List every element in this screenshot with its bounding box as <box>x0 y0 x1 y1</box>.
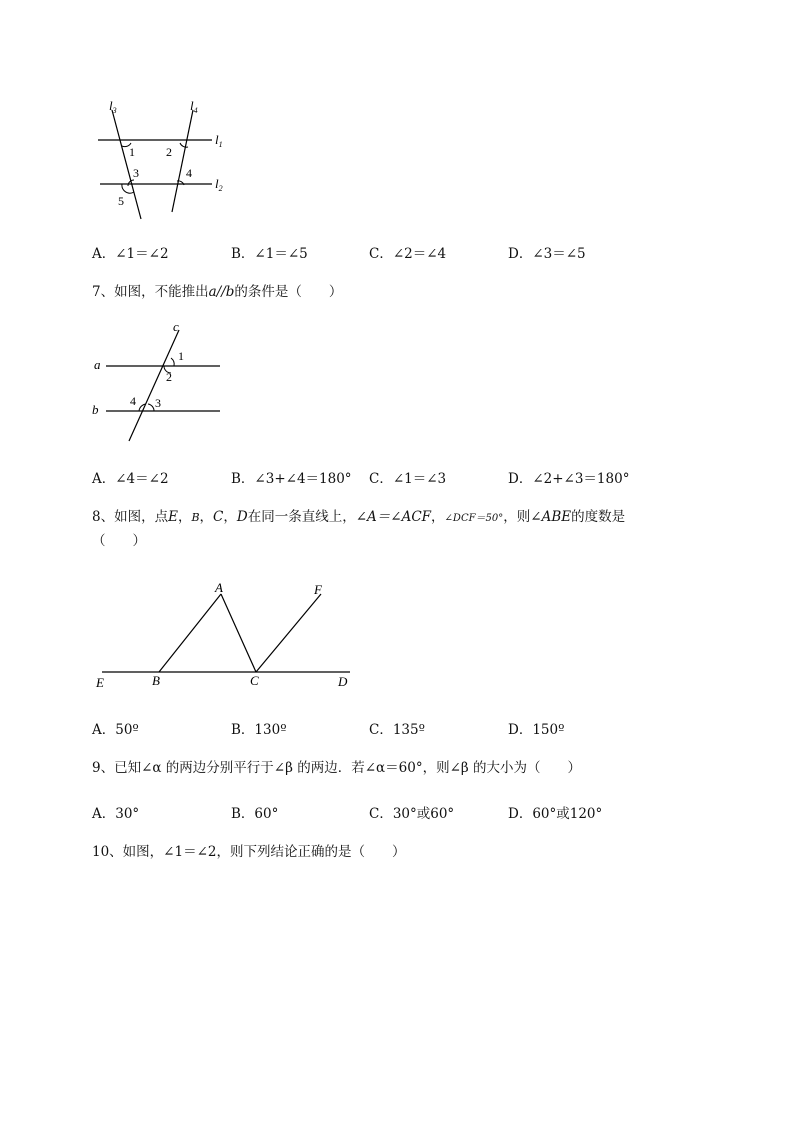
q7-option-c: C．∠1＝∠3 <box>369 471 447 487</box>
q6-option-c: C．∠2＝∠4 <box>369 246 447 262</box>
q8-answer-paren: （ ） <box>92 533 146 549</box>
q8-option-c: C．135º <box>369 722 425 738</box>
q8-sep-2: ， <box>199 509 214 525</box>
q8-label-e: E <box>96 675 104 690</box>
q8-point-b: B <box>191 511 200 524</box>
q8-mid: 在同一条直线上， <box>247 509 356 525</box>
angle-label-1: 1 <box>129 145 135 159</box>
q7-label-b: b <box>92 402 99 417</box>
figure-q8 <box>92 578 362 690</box>
q7-var-a: a <box>208 284 217 300</box>
q8-label-b: B <box>152 673 160 688</box>
q6-option-d: D．∠3＝∠5 <box>508 246 586 262</box>
angle-label-4: 4 <box>186 166 192 180</box>
question-9: 9、已知∠α 的两边分别平行于∠β 的两边．若∠α＝60°，则∠β 的大小为（ ） <box>92 760 581 776</box>
figure-q6 <box>92 96 242 226</box>
q7-option-b: B．∠3+∠4＝180° <box>231 471 352 487</box>
q8-condition-2: ∠DCF＝50° <box>444 513 504 524</box>
label-l2: $l_2$ <box>215 176 223 193</box>
q9-option-b: B．60° <box>231 806 279 822</box>
angle-label-2: 2 <box>166 145 172 159</box>
angle-label-3: 3 <box>133 166 139 180</box>
q9-option-d: D．60°或120° <box>508 806 603 822</box>
q8-label-c: C <box>250 673 259 688</box>
q8-point-d: D <box>236 509 248 525</box>
q8-point-e: E <box>168 509 178 525</box>
q8-label-f: F <box>314 582 322 597</box>
q8-ask-angle: ∠ABE <box>530 509 572 525</box>
question-8 <box>92 508 625 528</box>
figure-q7 <box>88 318 228 444</box>
q7-parallel: // <box>216 284 226 300</box>
q8-ask-post: 的度数是 <box>571 509 626 525</box>
q8-label-a: A <box>215 580 223 595</box>
question-7 <box>92 283 342 301</box>
angle-label-5: 5 <box>118 194 124 208</box>
q6-option-a: A．∠1＝∠2 <box>92 246 169 262</box>
q8-condition-1: ∠A＝∠ACF <box>355 509 432 525</box>
q7-suffix: 的条件是（ ） <box>234 284 343 300</box>
q8-ask-pre: ，则 <box>503 509 531 525</box>
q9-option-c: C．30°或60° <box>369 806 455 822</box>
q8-sep-1: ， <box>177 509 192 525</box>
q8-option-b: B．130º <box>231 722 287 738</box>
q8-option-a: A．50º <box>92 722 139 738</box>
q7-angle-1: 1 <box>178 349 184 363</box>
q7-label-a: a <box>94 357 101 372</box>
q8-prefix: 8、如图，点 <box>92 509 169 525</box>
q7-label-c: c <box>173 319 179 334</box>
question-10: 10、如图，∠1＝∠2，则下列结论正确的是（ ） <box>92 844 406 860</box>
q7-option-a: A．∠4＝∠2 <box>92 471 169 487</box>
q6-option-b: B．∠1＝∠5 <box>231 246 308 262</box>
q7-angle-2: 2 <box>166 370 172 384</box>
label-l3: $l_3$ <box>109 98 117 115</box>
q7-option-d: D．∠2+∠3＝180° <box>508 471 630 487</box>
q7-angle-4: 4 <box>130 394 136 408</box>
label-l1: $l_1$ <box>215 132 223 149</box>
q8-label-d: D <box>338 674 348 689</box>
q8-option-d: D．150º <box>508 722 565 738</box>
label-l4: $l_4$ <box>190 98 198 115</box>
q9-option-a: A．30° <box>92 806 140 822</box>
q7-angle-3: 3 <box>155 396 161 410</box>
q8-sep-4: ， <box>431 509 445 525</box>
q8-sep-3: ， <box>223 509 237 525</box>
q7-prefix: 7、如图，不能推出 <box>92 284 209 300</box>
q7-var-b: b <box>225 284 235 300</box>
q8-point-c: C <box>213 509 224 525</box>
